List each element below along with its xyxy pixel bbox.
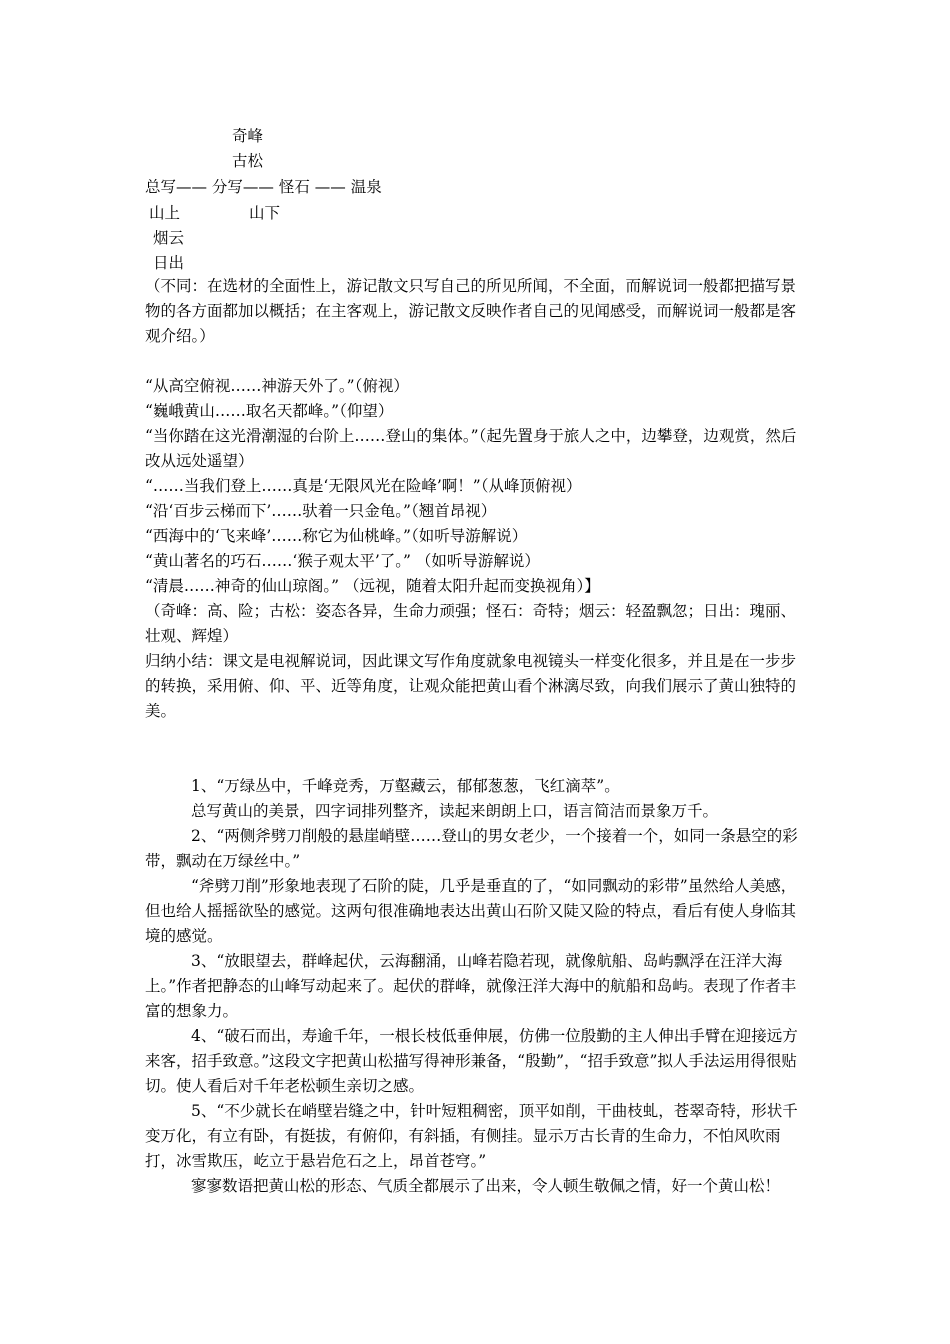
diagram-shanshang: 山上 xyxy=(149,204,181,222)
analysis-paragraph: “斧劈刀削”形象地表现了石阶的陡，几乎是垂直的了，“如同飘动的彩带”虽然给人美感，但也给人摇摇欲坠的感觉。这两句很准确地表达出黄山石阶又陡又险的特点，看后有使人身临其境的感觉。 xyxy=(145,877,797,945)
quote-item: “清晨……神奇的仙山琼阁。” （远视，随着太阳升起而变换视角）】 xyxy=(145,577,600,595)
analysis-paragraph: 4、“破石而出，寿逾千年，一根长枝低垂伸展，仿佛一位殷勤的主人伸出手臂在迎接远方来客，招手致意。”这段文字把黄山松描写得神形兼备，“殷勤”，“招手致意”拟人手法运用得很贴切。使人看后对千年老松顿生亲切之感。 xyxy=(145,1027,798,1095)
quote-item: “……当我们登上……真是‘无限风光在险峰’啊！”（从峰顶俯视） xyxy=(145,477,582,495)
quote-item: “从高空俯视……神游天外了。”（俯视） xyxy=(145,377,409,395)
analysis-paragraph: 3、“放眼望去，群峰起伏，云海翻涌，山峰若隐若现，就像航船、岛屿飘浮在汪洋大海上。”作者把静态的山峰写动起来了。起伏的群峰，就像汪洋大海中的航船和岛屿。表现了作者丰富的想象力。 xyxy=(145,952,797,1020)
diagram-gusong: 古松 xyxy=(232,152,264,170)
analysis-paragraph: 总写黄山的美景，四字词排列整齐，读起来朗朗上口，语言简洁而景象万千。 xyxy=(191,802,719,820)
quote-item: “巍峨黄山……取名天都峰。”（仰望） xyxy=(145,402,394,420)
diagram-qifeng: 奇峰 xyxy=(232,127,264,145)
summary-paragraph: 归纳小结：课文是电视解说词，因此课文写作角度就象电视镜头一样变化很多，并且是在一步步的转换，采用俯、仰、平、近等角度，让观众能把黄山看个淋漓尽致，向我们展示了黄山独特的美。 xyxy=(145,652,797,720)
diagram-main-row: 总写—— 分写—— 怪石 —— 温泉 xyxy=(145,178,382,196)
analysis-paragraph: 寥寥数语把黄山松的形态、气质全都展示了出来，令人顿生敬佩之情，好一个黄山松！ xyxy=(191,1177,781,1195)
quote-item: “当你踏在这光滑潮湿的台阶上……登山的集体。”（起先置身于旅人之中，边攀登，边观赏，然后改从远处遥望） xyxy=(145,427,797,470)
analysis-paragraph: 1、“万绿丛中，千峰竞秀，万壑藏云，郁郁葱葱，飞红滴萃”。 xyxy=(191,777,620,795)
analysis-paragraph: 2、“两侧斧劈刀削般的悬崖峭壁……登山的男女老少，一个接着一个，如同一条悬空的彩带，飘动在万绿丝中。” xyxy=(145,827,798,870)
features-note: （奇峰：高、险；古松：姿态各异，生命力顽强；怪石：奇特；烟云：轻盈飘忽；日出：瑰丽、壮观、辉煌） xyxy=(145,602,797,645)
note-difference: （不同：在选材的全面性上，游记散文只写自己的所见所闻，不全面，而解说词一般都把描写景物的各方面都加以概括；在主客观上，游记散文反映作者自己的见闻感受，而解说词一般都是客观介绍。） xyxy=(145,277,797,345)
analysis-paragraph: 5、“不少就长在峭壁岩缝之中，针叶短粗稠密，顶平如削，干曲枝虬，苍翠奇特，形状千变万化，有立有卧，有挺拔，有俯仰，有斜插，有侧挂。显示万古长青的生命力，不怕风吹雨打，冰雪欺压，屹立于悬岩危石之上，昂首苍穹。” xyxy=(145,1102,798,1170)
quote-item: “沿‘百步云梯而下’……驮着一只金龟。”（翘首昂视） xyxy=(145,502,497,520)
diagram-yanyun: 烟云 xyxy=(153,229,185,247)
quote-item: “西海中的‘飞来峰’……称它为仙桃峰。”（如听导游解说） xyxy=(145,527,528,545)
diagram-richu: 日出 xyxy=(153,254,185,272)
diagram-shanxia: 山下 xyxy=(249,204,281,222)
quote-item: “黄山著名的巧石……‘猴子观太平’了。” （如听导游解说） xyxy=(145,552,540,570)
